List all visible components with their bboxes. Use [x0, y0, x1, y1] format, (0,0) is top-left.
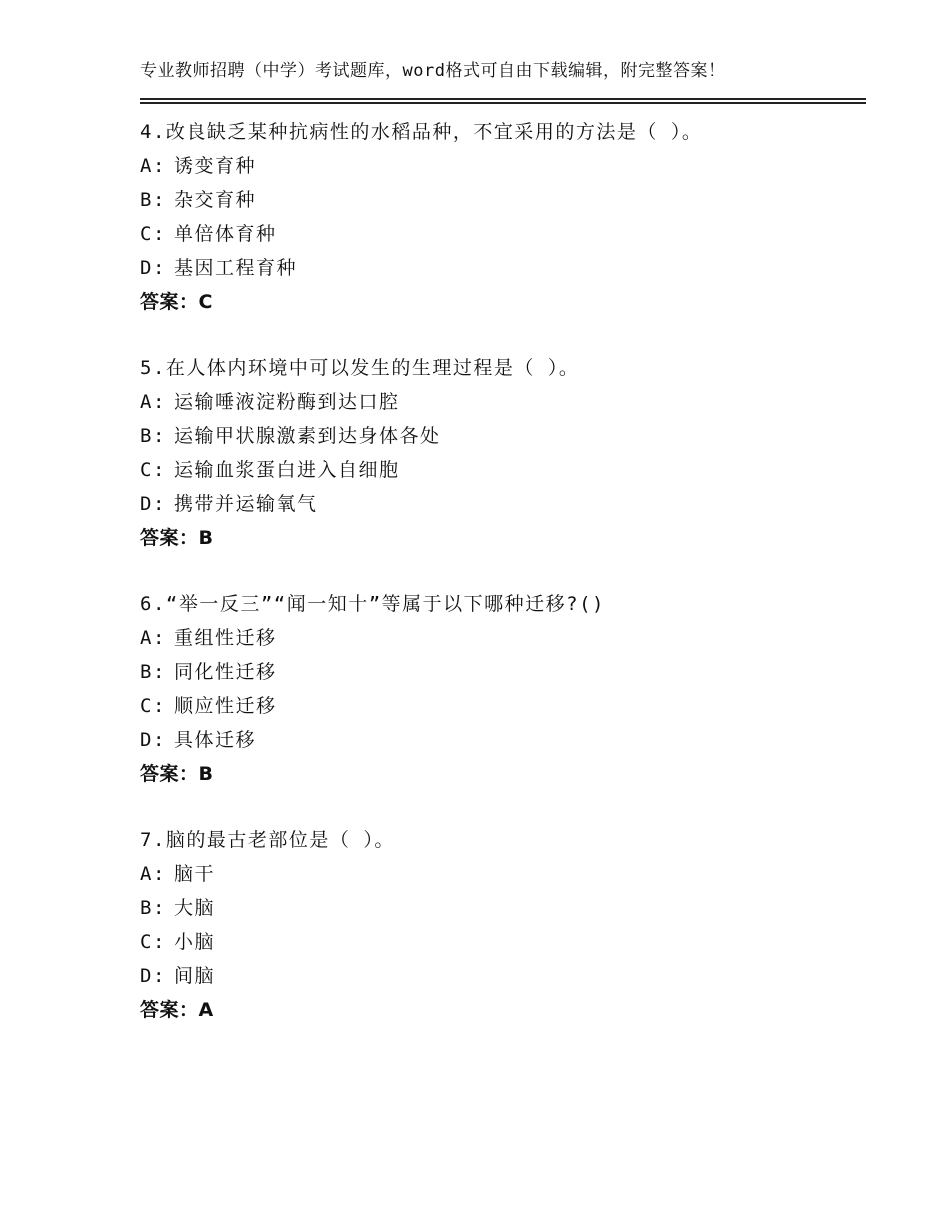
option-text: 小脑 — [174, 931, 216, 953]
option-d — [140, 723, 866, 757]
answer-line: 答案：C — [140, 291, 213, 313]
option-text: 杂交育种 — [174, 189, 257, 211]
answer-line: 答案：B — [140, 763, 214, 785]
option-letter: A: — [140, 627, 166, 649]
option-text: 携带并运输氧气 — [174, 493, 318, 515]
option-letter: A: — [140, 863, 166, 885]
option-text: 大脑 — [174, 897, 216, 919]
option-letter: C: — [140, 459, 166, 481]
option-text: 重组性迁移 — [174, 627, 277, 649]
answer-line: 答案：B — [140, 527, 214, 549]
option-letter: B: — [140, 425, 166, 447]
question-list — [140, 115, 866, 1059]
question-stem: 4.改良缺乏某种抗病性的水稻品种，不宜采用的方法是（ ）。 — [140, 121, 703, 143]
option-b — [140, 655, 866, 689]
option-text: 运输唾液淀粉酶到达口腔 — [174, 391, 400, 413]
question-4 — [140, 115, 866, 319]
option-letter: D: — [140, 729, 166, 751]
option-letter: A: — [140, 155, 166, 177]
option-letter: D: — [140, 257, 166, 279]
option-c — [140, 689, 866, 723]
option-b — [140, 183, 866, 217]
option-c — [140, 925, 866, 959]
page-header: 专业教师招聘（中学）考试题库，word格式可自由下载编辑，附完整答案！ — [140, 61, 726, 81]
option-text: 同化性迁移 — [174, 661, 277, 683]
option-b — [140, 891, 866, 925]
option-d — [140, 959, 866, 993]
option-a — [140, 857, 866, 891]
header-divider-bottom — [140, 102, 866, 104]
option-letter: D: — [140, 493, 166, 515]
option-a — [140, 385, 866, 419]
question-stem: 5.在人体内环境中可以发生的生理过程是（ ）。 — [140, 357, 580, 379]
option-d — [140, 487, 866, 521]
option-text: 运输甲状腺激素到达身体各处 — [174, 425, 441, 447]
option-letter: C: — [140, 931, 166, 953]
option-a — [140, 149, 866, 183]
question-stem: 6.“举一反三”“闻一知十”等属于以下哪种迁移?() — [140, 593, 605, 615]
option-text: 运输血浆蛋白进入自细胞 — [174, 459, 400, 481]
option-text: 具体迁移 — [174, 729, 257, 751]
question-6 — [140, 587, 866, 791]
option-c — [140, 453, 866, 487]
header-divider-top — [140, 98, 866, 100]
option-letter: C: — [140, 695, 166, 717]
option-text: 顺应性迁移 — [174, 695, 277, 717]
option-text: 诱变育种 — [174, 155, 257, 177]
option-a — [140, 621, 866, 655]
option-text: 基因工程育种 — [174, 257, 298, 279]
question-5 — [140, 351, 866, 555]
option-letter: D: — [140, 965, 166, 987]
option-letter: B: — [140, 189, 166, 211]
option-b — [140, 419, 866, 453]
option-text: 脑干 — [174, 863, 216, 885]
option-text: 间脑 — [174, 965, 216, 987]
question-stem: 7.脑的最古老部位是（ ）。 — [140, 829, 395, 851]
option-text: 单倍体育种 — [174, 223, 277, 245]
option-letter: C: — [140, 223, 166, 245]
option-letter: B: — [140, 661, 166, 683]
option-letter: B: — [140, 897, 166, 919]
question-7 — [140, 823, 866, 1027]
option-d — [140, 251, 866, 285]
answer-line: 答案：A — [140, 999, 214, 1021]
option-letter: A: — [140, 391, 166, 413]
option-c — [140, 217, 866, 251]
